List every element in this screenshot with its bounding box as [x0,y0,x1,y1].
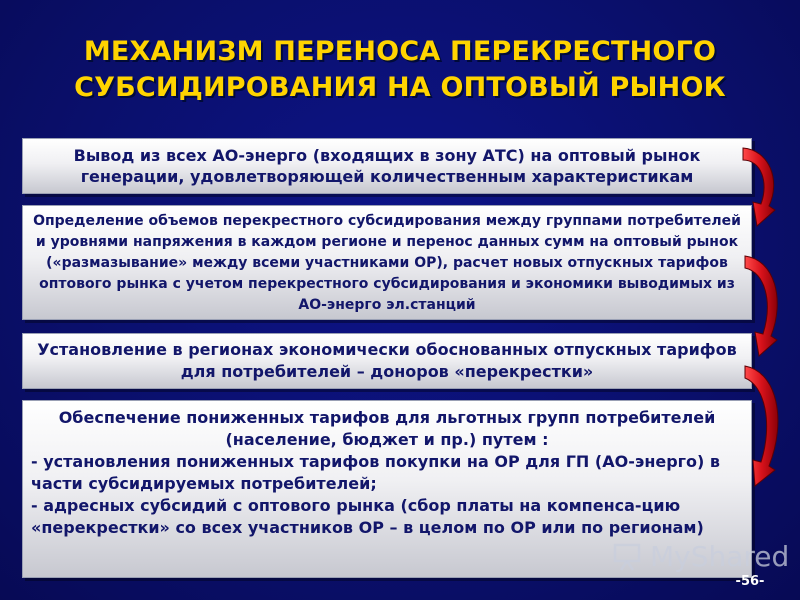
step-box-2 [22,205,752,320]
presentation-icon [612,542,642,572]
step-4-item-1: - установления пониженных тарифов покупки на ОР для ГП (АО-энерго) в части субсидируемых потребителей; [31,452,721,493]
slide-title [40,34,760,106]
curved-arrow-3-icon [745,366,778,486]
watermark [612,538,790,578]
step-4-item-2: - адресных субсидий с оптового рынка (сбор платы на компенса-цию «перекрестки» со всех участников ОР – в целом по ОР или по регионам) [31,496,704,537]
step-box-1 [22,138,752,194]
step-box-3 [22,333,752,389]
curved-arrow-2-icon [745,256,777,356]
step-3-text: Установление в регионах экономически обоснованных отпускных тарифов для потребителей – доноров «перекрестки» [37,340,737,381]
curved-arrow-1-icon [743,148,775,226]
page-number: -56- [735,574,765,589]
title-line-2: СУБСИДИРОВАНИЯ НА ОПТОВЫЙ РЫНОК [74,72,726,103]
title-line-1: МЕХАНИЗМ ПЕРЕНОСА ПЕРЕКРЕСТНОГО [83,36,717,67]
step-1-text: Вывод из всех АО-энерго (входящих в зону АТС) на оптовый рынок генерации, удовлетворяющей количественным характеристикам [73,146,701,186]
step-2-text: Определение объемов перекрестного субсидирования между группами потребителей и уровнями напряжения в каждом регионе и перенос данных сумм на оптовый рынок («размазывание» между всеми участниками ОР), расчет новых отпускных тарифов оптового рынка с учетом перекрестного субсидирования и экономики выводимых из АО-энерго эл.станций [33,213,741,313]
watermark-text: MyShared [650,540,790,573]
step-4-intro: Обеспечение пониженных тарифов для льготных групп потребителей (население, бюджет и пр.) путем : [58,408,716,449]
flow-arrows [735,140,800,490]
